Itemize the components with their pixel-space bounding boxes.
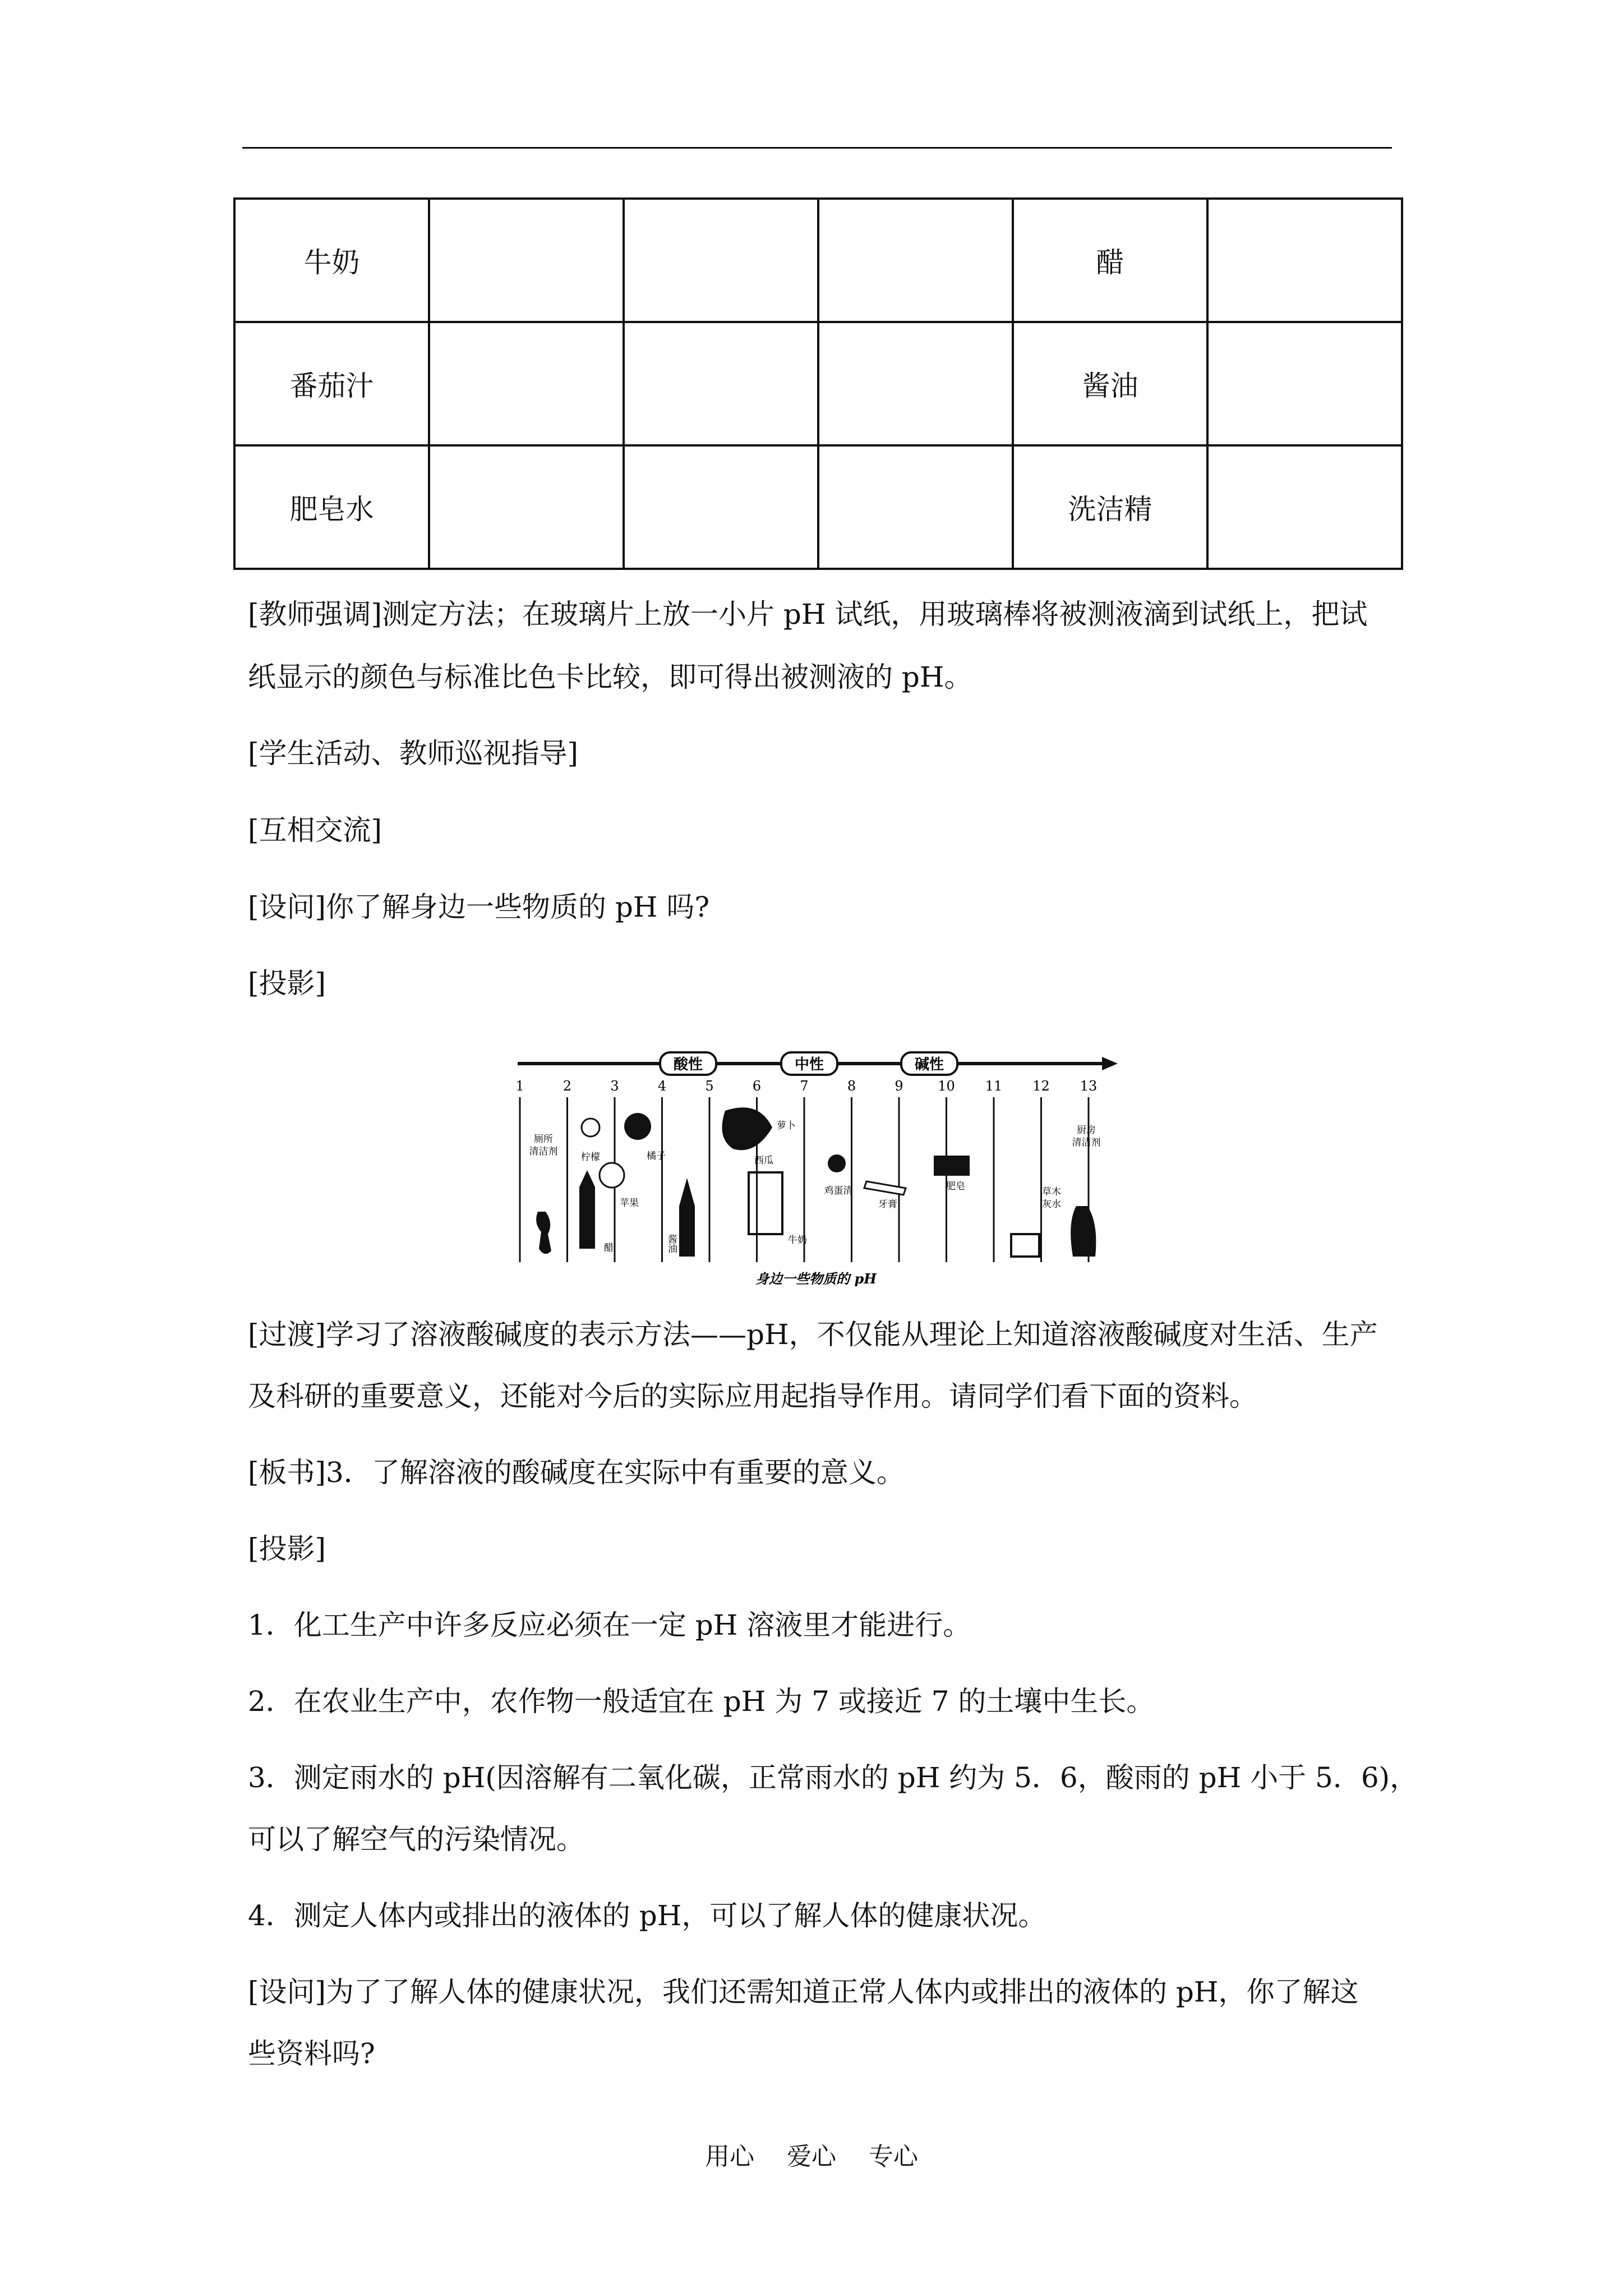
header-rule (242, 147, 1392, 149)
item-label: 橘子 (647, 1151, 666, 1162)
paragraph: 些资料吗? (248, 2037, 375, 2070)
paragraph: 4．测定人体内或排出的液体的 pH，可以了解人体的健康状况。 (248, 1899, 1046, 1932)
paragraph: [投影] (248, 967, 326, 1000)
neutral-label: 中性 (794, 1056, 824, 1073)
watermelon-icon (722, 1107, 772, 1150)
item-label: 厨房清洁剂 (1072, 1125, 1101, 1148)
table-row (234, 445, 1402, 569)
figure-caption: 身边一些物质的 pH (755, 1271, 877, 1287)
bottle-icon (1071, 1206, 1096, 1257)
footer-text: 爱心 (787, 2142, 836, 2171)
paragraph: [投影] (248, 1533, 326, 1565)
egg-icon (828, 1154, 846, 1172)
ph-tick-label: 2 (562, 1078, 572, 1094)
paragraph: [教师强调]测定方法；在玻璃片上放一小片 pH 试纸，用玻璃棒将被测液滴到试纸上，把试 (248, 598, 1368, 631)
item-label: 酱油 (666, 1234, 677, 1253)
table-cell-empty (429, 445, 624, 569)
table-cell-substance: 牛奶 (234, 199, 429, 322)
table-cell-substance: 番茄汁 (234, 322, 429, 445)
paragraph: 可以了解空气的污染情况。 (248, 1823, 584, 1856)
table-cell-substance: 醋 (1013, 199, 1207, 322)
item-label: 草木灰水 (1042, 1186, 1061, 1210)
ph-tick-label: 3 (610, 1078, 619, 1094)
ph-tick-label: 4 (657, 1078, 667, 1094)
ph-tick-label: 13 (1080, 1078, 1098, 1094)
footer-text: 用心 (705, 2142, 754, 2171)
orange-icon (624, 1113, 651, 1140)
item-label: 柠檬 (581, 1152, 600, 1163)
table-cell-empty (1207, 199, 1402, 322)
milk-carton-icon (749, 1172, 782, 1234)
table-row (234, 322, 1402, 445)
paragraph: [设问]你了解身边一些物质的 pH 吗? (248, 891, 710, 923)
bottle-icon (679, 1178, 695, 1257)
lemon-icon (582, 1119, 600, 1137)
item-label: 西瓜 (754, 1155, 773, 1166)
table-cell-substance: 洗洁精 (1013, 445, 1207, 569)
table-cell-empty (1207, 322, 1402, 445)
paragraph: 及科研的重要意义，还能对今后的实际应用起指导作用。请同学们看下面的资料。 (248, 1380, 1257, 1412)
item-label: 醋 (604, 1243, 614, 1254)
ph-tick-label: 10 (938, 1078, 955, 1094)
table-cell-empty (624, 322, 818, 445)
bottle-icon (579, 1170, 595, 1249)
acid-label: 酸性 (673, 1056, 703, 1073)
paragraph: [学生活动、教师巡视指导] (248, 737, 579, 770)
paragraph: [过渡]学习了溶液酸碱度的表示方法——pH，不仅能从理论上知道溶液酸碱度对生活、生产 (248, 1318, 1378, 1351)
item-label: 苹果 (620, 1198, 639, 1209)
page-footer (0, 2136, 1623, 2172)
ph-tick-label: 11 (985, 1078, 1003, 1094)
table-row (234, 199, 1402, 322)
table-cell-empty (818, 322, 1013, 445)
apple-icon (600, 1163, 624, 1188)
table-cell-empty (818, 445, 1013, 569)
paragraph: [设问]为了了解人体的健康状况，我们还需知道正常人体内或排出的液体的 pH，你了解这 (248, 1976, 1359, 2008)
table-cell-empty (1207, 445, 1402, 569)
paragraph: [互相交流] (248, 814, 382, 846)
ph-tick-label: 1 (515, 1078, 524, 1094)
base-label: 碱性 (914, 1056, 944, 1073)
ph-tick-label: 6 (752, 1078, 762, 1094)
table-cell-empty (818, 199, 1013, 322)
ph-tick-label: 7 (800, 1078, 809, 1094)
ph-scale-figure (513, 1043, 1119, 1290)
ph-tick-label: 8 (847, 1078, 856, 1094)
beaker-icon (1011, 1234, 1039, 1257)
item-label: 鸡蛋清 (824, 1185, 853, 1197)
table-cell-empty (429, 322, 624, 445)
bottle-icon (536, 1212, 551, 1254)
ph-tick-label: 5 (705, 1078, 714, 1094)
paragraph: 3．测定雨水的 pH(因溶解有二氧化碳，正常雨水的 pH 约为 5．6，酸雨的 pH 小于 5．6)， (248, 1761, 1418, 1794)
table-cell-substance: 肥皂水 (234, 445, 429, 569)
item-label: 萝卜 (777, 1120, 796, 1131)
table-cell-empty (624, 445, 818, 569)
paragraph: [板书]3．了解溶液的酸碱度在实际中有重要的意义。 (248, 1456, 905, 1489)
ph-tick-label: 12 (1032, 1078, 1050, 1094)
item-label: 厕所清洁剂 (529, 1134, 558, 1157)
table-cell-empty (429, 199, 624, 322)
item-label: 牙膏 (878, 1199, 897, 1210)
paragraph: 1．化工生产中许多反应必须在一定 pH 溶液里才能进行。 (248, 1609, 971, 1641)
soap-icon (934, 1156, 970, 1176)
paragraph: 2．在农业生产中，农作物一般适宜在 pH 为 7 或接近 7 的土壤中生长。 (248, 1685, 1155, 1718)
arrowhead-icon (1102, 1057, 1118, 1070)
ph-record-table (233, 197, 1403, 570)
ph-tick-label: 9 (895, 1078, 903, 1094)
item-label: 牛奶 (788, 1235, 807, 1246)
table-cell-empty (624, 199, 818, 322)
item-label: 肥皂 (946, 1181, 965, 1192)
footer-text: 专心 (869, 2142, 918, 2171)
table-cell-substance: 酱油 (1013, 322, 1207, 445)
paragraph: 纸显示的颜色与标准比色卡比较，即可得出被测液的 pH。 (248, 661, 972, 693)
